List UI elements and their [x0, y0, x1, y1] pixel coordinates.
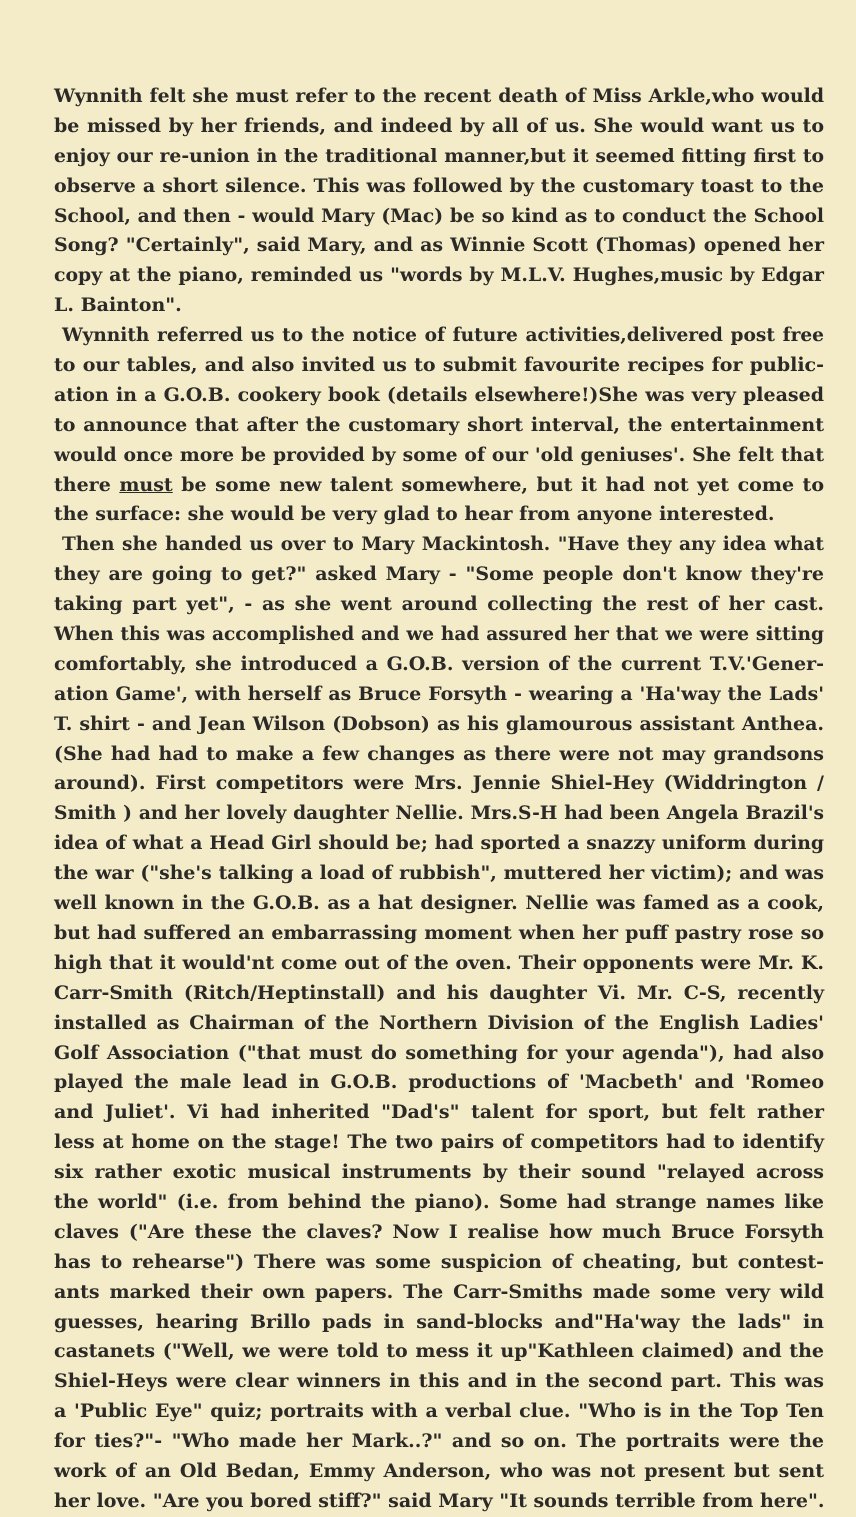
paragraph-3 — [54, 530, 824, 1516]
text-line: the war ("she's talking a load of rubbish", muttered her victim); and was — [54, 862, 824, 885]
text-line: taking part yet", - as she went around collecting the rest of her cast. — [54, 593, 824, 616]
text-line: her love. "Are you bored stiff?" said Mary "It sounds terrible from here". — [54, 1489, 825, 1512]
text-line: high that it would'nt come out of the oven. Their opponents were Mr. K. — [54, 951, 824, 974]
text-line: but had suffered an embarrassing moment when her puff pastry rose so — [54, 921, 824, 944]
text-line: has to rehearse") There was some suspicion of cheating, but contest- — [54, 1250, 824, 1273]
text-line: work of an Old Bedan, Emmy Anderson, who was not present but sent — [54, 1459, 824, 1482]
text-line: copy at the piano, reminded us "words by M.L.V. Hughes,music by Edgar — [54, 264, 824, 287]
text-line: the world" (i.e. from behind the piano). Some had strange names like — [54, 1190, 824, 1213]
text-line: installed as Chairman of the Northern Division of the English Ladies' — [54, 1011, 824, 1034]
text-line: a 'Public Eye" quiz; portraits with a verbal clue. "Who is in the Top Ten — [54, 1400, 824, 1423]
text-line: Wynnith referred us to the notice of future activities,delivered post free — [62, 325, 824, 347]
text-line: comfortably, she introduced a G.O.B. version of the current T.V.'Gener- — [54, 652, 824, 675]
text-line: Then she handed us over to Mary Mackintosh. "Have they any idea what — [62, 534, 824, 556]
text-line: be missed by her friends, and indeed by all of us. She would want us to — [54, 114, 824, 137]
text-line: School, and then - would Mary (Mac) be so kind as to conduct the School — [54, 204, 824, 227]
text-line: claves ("Are these the claves? Now I realise how much Bruce Forsyth — [54, 1220, 824, 1243]
text-line: there must be some new talent somewhere, but it had not yet come to — [54, 473, 824, 496]
text-line: to announce that after the customary short interval, the entertainment — [54, 413, 824, 436]
underlined-word: must — [119, 473, 173, 496]
text-line: Shiel-Heys were clear winners in this and in the second part. This was — [54, 1370, 824, 1393]
text-line: Song? "Certainly", said Mary, and as Winnie Scott (Thomas) opened her — [54, 234, 824, 257]
text-line: ation in a G.O.B. cookery book (details elsewhere!)She was very pleased — [54, 383, 824, 406]
text-line: castanets ("Well, we were told to mess it up"Kathleen claimed) and the — [54, 1340, 824, 1363]
paragraph-1 — [54, 82, 824, 321]
text-line: L. Bainton". — [54, 294, 182, 317]
text-line: played the male lead in G.O.B. productions of 'Macbeth' and 'Romeo — [54, 1071, 824, 1094]
text-line: well known in the G.O.B. as a hat designer. Nellie was famed as a cook, — [54, 892, 824, 915]
text-line: around). First competitors were Mrs. Jennie Shiel-Hey (Widdrington / — [54, 772, 824, 795]
text-line: ants marked their own papers. The Carr-Smiths made some very wild — [54, 1280, 824, 1303]
document-body-text — [54, 82, 824, 1517]
text-line: would once more be provided by some of our 'old geniuses'. She felt that — [54, 443, 824, 466]
text-line: six rather exotic musical instruments by their sound "relayed across — [54, 1161, 824, 1184]
text-line: Wynnith felt she must refer to the recent death of Miss Arkle,who would — [54, 85, 824, 107]
text-line: observe a short silence. This was followed by the customary toast to the — [54, 174, 824, 197]
text-line: Smith ) and her lovely daughter Nellie. Mrs.S-H had been Angela Brazil's — [54, 803, 824, 825]
text-line: ation Game', with herself as Bruce Forsyth - wearing a 'Ha'way the Lads' — [54, 682, 824, 705]
text-line: Golf Association ("that must do something for your agenda"), had also — [54, 1041, 824, 1064]
text-line: and Juliet'. Vi had inherited "Dad's" talent for sport, but felt rather — [54, 1101, 824, 1124]
text-line: they are going to get?" asked Mary - "Some people don't know they're — [54, 563, 824, 586]
paragraph-2 — [54, 321, 824, 530]
text-line: the surface: she would be very glad to hear from anyone interested. — [54, 503, 775, 526]
text-line: When this was accomplished and we had assured her that we were sitting — [54, 624, 824, 646]
text-line: to our tables, and also invited us to submit favourite recipes for public- — [54, 354, 824, 377]
text-line: for ties?"- "Who made her Mark..?" and so on. The portraits were the — [54, 1430, 824, 1453]
text-line: idea of what a Head Girl should be; had sported a snazzy uniform during — [54, 832, 824, 855]
text-line: enjoy our re-union in the traditional manner,but it seemed fitting first to — [54, 144, 824, 167]
text-line: T. shirt - and Jean Wilson (Dobson) as his glamourous assistant Anthea. — [54, 712, 824, 735]
text-line: (She had had to make a few changes as there were not may grandsons — [54, 742, 824, 765]
text-line: Carr-Smith (Ritch/Heptinstall) and his daughter Vi. Mr. C-S, recently — [54, 981, 824, 1004]
text-line: guesses, hearing Brillo pads in sand-blocks and"Ha'way the lads" in — [54, 1310, 824, 1333]
text-line: less at home on the stage! The two pairs of competitors had to identify — [54, 1131, 824, 1154]
